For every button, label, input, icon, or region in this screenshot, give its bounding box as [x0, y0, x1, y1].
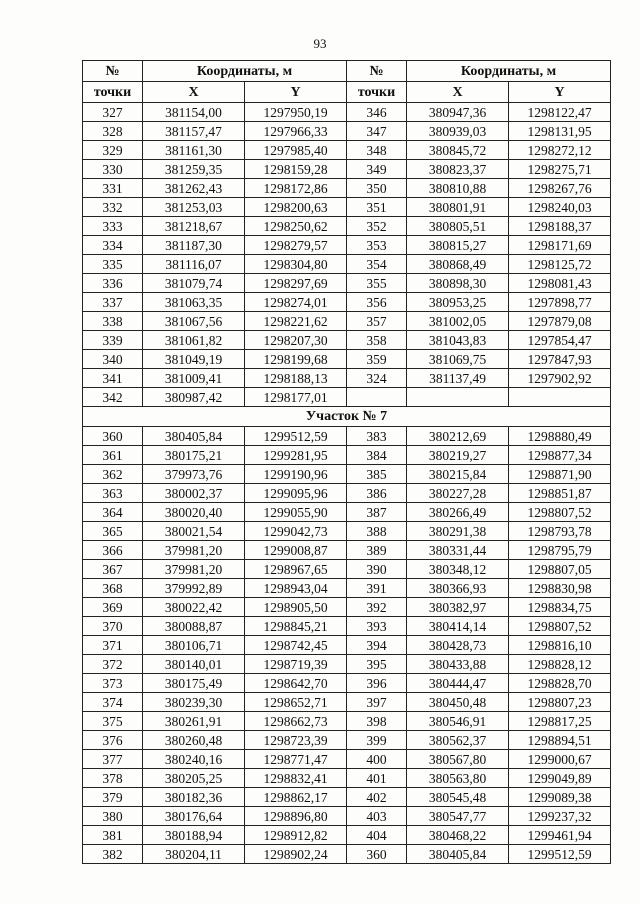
table-row: [83, 788, 611, 807]
point-number-cell: 371: [83, 636, 143, 655]
coordinates-table: [82, 60, 611, 864]
x-coordinate-cell: 380563,80: [407, 769, 509, 788]
point-number-cell: 372: [83, 655, 143, 674]
x-coordinate-cell: 381137,49: [407, 369, 509, 388]
point-number-cell: 324: [347, 369, 407, 388]
x-coordinate-cell: 380405,84: [407, 845, 509, 864]
y-coordinate-cell: 1298793,78: [509, 522, 611, 541]
table-row: [83, 198, 611, 217]
point-number-cell: 333: [83, 217, 143, 236]
y-coordinate-cell: 1299095,96: [245, 484, 347, 503]
y-coordinate-cell: 1297950,19: [245, 103, 347, 122]
y-coordinate-cell: 1298967,65: [245, 560, 347, 579]
x-coordinate-cell: 380801,91: [407, 198, 509, 217]
x-coordinate-cell: 380175,49: [143, 674, 245, 693]
x-coordinate-cell: 380939,03: [407, 122, 509, 141]
table-row: [83, 693, 611, 712]
table-row: [83, 674, 611, 693]
x-coordinate-cell: 381069,75: [407, 350, 509, 369]
point-number-cell: 380: [83, 807, 143, 826]
y-coordinate-cell: 1298240,03: [509, 198, 611, 217]
x-coordinate-cell: 381218,67: [143, 217, 245, 236]
table-row: [83, 427, 611, 446]
point-number-cell: 336: [83, 274, 143, 293]
x-coordinate-cell: 380022,42: [143, 598, 245, 617]
point-number-cell: 328: [83, 122, 143, 141]
table-row: [83, 160, 611, 179]
point-number-cell: 335: [83, 255, 143, 274]
point-number-cell: 369: [83, 598, 143, 617]
x-coordinate-cell: 380106,71: [143, 636, 245, 655]
y-coordinate-cell: 1299512,59: [509, 845, 611, 864]
x-coordinate-cell: 380805,51: [407, 217, 509, 236]
x-coordinate-cell: 380382,97: [407, 598, 509, 617]
table-row: [83, 446, 611, 465]
y-coordinate-cell: 1297985,40: [245, 141, 347, 160]
header-point-number-right: №: [347, 61, 407, 82]
point-number-cell: 390: [347, 560, 407, 579]
y-coordinate-cell: 1299089,38: [509, 788, 611, 807]
point-number-cell: 374: [83, 693, 143, 712]
y-coordinate-cell: [509, 388, 611, 407]
x-coordinate-cell: 379973,76: [143, 465, 245, 484]
table-row: [83, 598, 611, 617]
y-coordinate-cell: 1298304,80: [245, 255, 347, 274]
header-point-label-left: точки: [83, 82, 143, 103]
x-coordinate-cell: 380219,27: [407, 446, 509, 465]
table-row: [83, 522, 611, 541]
point-number-cell: 355: [347, 274, 407, 293]
x-coordinate-cell: 380182,36: [143, 788, 245, 807]
y-coordinate-cell: 1299055,90: [245, 503, 347, 522]
x-coordinate-cell: 381154,00: [143, 103, 245, 122]
y-coordinate-cell: 1298159,28: [245, 160, 347, 179]
x-coordinate-cell: 380266,49: [407, 503, 509, 522]
point-number-cell: 399: [347, 731, 407, 750]
y-coordinate-cell: 1297847,93: [509, 350, 611, 369]
y-coordinate-cell: 1298272,12: [509, 141, 611, 160]
y-coordinate-cell: 1298807,05: [509, 560, 611, 579]
point-number-cell: 386: [347, 484, 407, 503]
table-row: [83, 826, 611, 845]
x-coordinate-cell: 381067,56: [143, 312, 245, 331]
y-coordinate-cell: 1299042,73: [245, 522, 347, 541]
x-coordinate-cell: 380468,22: [407, 826, 509, 845]
y-coordinate-cell: 1298828,12: [509, 655, 611, 674]
table-row: [83, 255, 611, 274]
point-number-cell: 377: [83, 750, 143, 769]
x-coordinate-cell: 380205,25: [143, 769, 245, 788]
x-coordinate-cell: 381259,35: [143, 160, 245, 179]
table-row: [83, 465, 611, 484]
y-coordinate-cell: 1298817,25: [509, 712, 611, 731]
x-coordinate-cell: 380987,42: [143, 388, 245, 407]
x-coordinate-cell: 380002,37: [143, 484, 245, 503]
point-number-cell: 334: [83, 236, 143, 255]
x-coordinate-cell: 380898,30: [407, 274, 509, 293]
x-coordinate-cell: 380088,87: [143, 617, 245, 636]
point-number-cell: 381: [83, 826, 143, 845]
y-coordinate-cell: 1299000,67: [509, 750, 611, 769]
header-x-right: X: [407, 82, 509, 103]
y-coordinate-cell: 1299512,59: [245, 427, 347, 446]
y-coordinate-cell: 1298834,75: [509, 598, 611, 617]
point-number-cell: 365: [83, 522, 143, 541]
y-coordinate-cell: 1298896,80: [245, 807, 347, 826]
x-coordinate-cell: 380215,84: [407, 465, 509, 484]
point-number-cell: 368: [83, 579, 143, 598]
point-number-cell: 352: [347, 217, 407, 236]
table-row: [83, 712, 611, 731]
point-number-cell: 401: [347, 769, 407, 788]
y-coordinate-cell: 1298172,86: [245, 179, 347, 198]
y-coordinate-cell: 1298200,63: [245, 198, 347, 217]
y-coordinate-cell: 1298830,98: [509, 579, 611, 598]
y-coordinate-cell: 1298275,71: [509, 160, 611, 179]
table-body: [83, 103, 611, 864]
x-coordinate-cell: 380823,37: [407, 160, 509, 179]
y-coordinate-cell: 1299461,94: [509, 826, 611, 845]
y-coordinate-cell: 1298832,41: [245, 769, 347, 788]
x-coordinate-cell: 380021,54: [143, 522, 245, 541]
y-coordinate-cell: 1298297,69: [245, 274, 347, 293]
x-coordinate-cell: 380140,01: [143, 655, 245, 674]
point-number-cell: 376: [83, 731, 143, 750]
y-coordinate-cell: 1298131,95: [509, 122, 611, 141]
point-number-cell: 346: [347, 103, 407, 122]
point-number-cell: 361: [83, 446, 143, 465]
header-x-left: X: [143, 82, 245, 103]
x-coordinate-cell: 380176,64: [143, 807, 245, 826]
x-coordinate-cell: 380260,48: [143, 731, 245, 750]
y-coordinate-cell: 1298807,52: [509, 503, 611, 522]
x-coordinate-cell: 381063,35: [143, 293, 245, 312]
y-coordinate-cell: 1298851,87: [509, 484, 611, 503]
table-row: [83, 769, 611, 788]
table-row: [83, 807, 611, 826]
point-number-cell: 403: [347, 807, 407, 826]
table-row: [83, 617, 611, 636]
point-number-cell: 396: [347, 674, 407, 693]
point-number-cell: 382: [83, 845, 143, 864]
y-coordinate-cell: 1297902,92: [509, 369, 611, 388]
point-number-cell: 397: [347, 693, 407, 712]
table-row: [83, 484, 611, 503]
x-coordinate-cell: 380261,91: [143, 712, 245, 731]
x-coordinate-cell: 380227,28: [407, 484, 509, 503]
point-number-cell: 389: [347, 541, 407, 560]
x-coordinate-cell: 380868,49: [407, 255, 509, 274]
y-coordinate-cell: 1298807,23: [509, 693, 611, 712]
point-number-cell: 387: [347, 503, 407, 522]
table-row: [83, 236, 611, 255]
header-coordinates-left: Координаты, м: [143, 61, 347, 82]
x-coordinate-cell: 380188,94: [143, 826, 245, 845]
x-coordinate-cell: 380433,88: [407, 655, 509, 674]
y-coordinate-cell: 1299281,95: [245, 446, 347, 465]
x-coordinate-cell: 381253,03: [143, 198, 245, 217]
x-coordinate-cell: 380405,84: [143, 427, 245, 446]
x-coordinate-cell: 380545,48: [407, 788, 509, 807]
table-row: [83, 655, 611, 674]
point-number-cell: 330: [83, 160, 143, 179]
y-coordinate-cell: 1298771,47: [245, 750, 347, 769]
x-coordinate-cell: 380204,11: [143, 845, 245, 864]
table-row: [83, 274, 611, 293]
point-number-cell: 332: [83, 198, 143, 217]
x-coordinate-cell: 381187,30: [143, 236, 245, 255]
y-coordinate-cell: 1298905,50: [245, 598, 347, 617]
y-coordinate-cell: 1298662,73: [245, 712, 347, 731]
x-coordinate-cell: 380810,88: [407, 179, 509, 198]
x-coordinate-cell: 379981,20: [143, 541, 245, 560]
table-row: [83, 350, 611, 369]
y-coordinate-cell: 1298816,10: [509, 636, 611, 655]
table-row: [83, 369, 611, 388]
point-number-cell: 363: [83, 484, 143, 503]
point-number-cell: 398: [347, 712, 407, 731]
x-coordinate-cell: 381002,05: [407, 312, 509, 331]
table-row: [83, 579, 611, 598]
table-row: [83, 331, 611, 350]
y-coordinate-cell: 1298719,39: [245, 655, 347, 674]
point-number-cell: 348: [347, 141, 407, 160]
y-coordinate-cell: 1298880,49: [509, 427, 611, 446]
point-number-cell: 327: [83, 103, 143, 122]
x-coordinate-cell: 381043,83: [407, 331, 509, 350]
point-number-cell: 364: [83, 503, 143, 522]
y-coordinate-cell: 1298943,04: [245, 579, 347, 598]
table-row: [83, 503, 611, 522]
header-y-left: Y: [245, 82, 347, 103]
y-coordinate-cell: 1298642,70: [245, 674, 347, 693]
table-row: [83, 636, 611, 655]
point-number-cell: 354: [347, 255, 407, 274]
x-coordinate-cell: 380240,16: [143, 750, 245, 769]
point-number-cell: 341: [83, 369, 143, 388]
table-row: [83, 217, 611, 236]
point-number-cell: 329: [83, 141, 143, 160]
x-coordinate-cell: 381009,41: [143, 369, 245, 388]
x-coordinate-cell: 381262,43: [143, 179, 245, 198]
x-coordinate-cell: 380348,12: [407, 560, 509, 579]
x-coordinate-cell: 380953,25: [407, 293, 509, 312]
x-coordinate-cell: 380239,30: [143, 693, 245, 712]
header-point-number-left: №: [83, 61, 143, 82]
point-number-cell: 358: [347, 331, 407, 350]
point-number-cell: 391: [347, 579, 407, 598]
point-number-cell: 393: [347, 617, 407, 636]
x-coordinate-cell: 380331,44: [407, 541, 509, 560]
x-coordinate-cell: 380212,69: [407, 427, 509, 446]
table-row: [83, 541, 611, 560]
page-number: 93: [313, 36, 327, 51]
y-coordinate-cell: 1298742,45: [245, 636, 347, 655]
point-number-cell: 370: [83, 617, 143, 636]
y-coordinate-cell: 1298207,30: [245, 331, 347, 350]
y-coordinate-cell: 1298250,62: [245, 217, 347, 236]
y-coordinate-cell: 1298845,21: [245, 617, 347, 636]
y-coordinate-cell: 1298902,24: [245, 845, 347, 864]
x-coordinate-cell: 380366,93: [407, 579, 509, 598]
x-coordinate-cell: 379981,20: [143, 560, 245, 579]
x-coordinate-cell: 381061,82: [143, 331, 245, 350]
point-number-cell: 375: [83, 712, 143, 731]
table-row: [83, 845, 611, 864]
x-coordinate-cell: 380291,38: [407, 522, 509, 541]
y-coordinate-cell: 1298862,17: [245, 788, 347, 807]
point-number-cell: 359: [347, 350, 407, 369]
table-row: [83, 179, 611, 198]
y-coordinate-cell: 1298122,47: [509, 103, 611, 122]
x-coordinate-cell: 380414,14: [407, 617, 509, 636]
x-coordinate-cell: 380562,37: [407, 731, 509, 750]
y-coordinate-cell: 1298199,68: [245, 350, 347, 369]
section-row: [83, 407, 611, 427]
point-number-cell: 360: [83, 427, 143, 446]
x-coordinate-cell: [407, 388, 509, 407]
y-coordinate-cell: 1298177,01: [245, 388, 347, 407]
x-coordinate-cell: 380546,91: [407, 712, 509, 731]
x-coordinate-cell: 379992,89: [143, 579, 245, 598]
point-number-cell: 362: [83, 465, 143, 484]
point-number-cell: 350: [347, 179, 407, 198]
point-number-cell: 331: [83, 179, 143, 198]
x-coordinate-cell: 381157,47: [143, 122, 245, 141]
x-coordinate-cell: 380428,73: [407, 636, 509, 655]
point-number-cell: 400: [347, 750, 407, 769]
y-coordinate-cell: 1298828,70: [509, 674, 611, 693]
x-coordinate-cell: 380444,47: [407, 674, 509, 693]
y-coordinate-cell: 1298912,82: [245, 826, 347, 845]
x-coordinate-cell: 381049,19: [143, 350, 245, 369]
point-number-cell: 392: [347, 598, 407, 617]
y-coordinate-cell: 1298188,37: [509, 217, 611, 236]
y-coordinate-cell: 1297966,33: [245, 122, 347, 141]
x-coordinate-cell: 381116,07: [143, 255, 245, 274]
table-row: [83, 293, 611, 312]
y-coordinate-cell: 1298807,52: [509, 617, 611, 636]
point-number-cell: 338: [83, 312, 143, 331]
y-coordinate-cell: 1297898,77: [509, 293, 611, 312]
point-number-cell: 351: [347, 198, 407, 217]
point-number-cell: 388: [347, 522, 407, 541]
point-number-cell: 367: [83, 560, 143, 579]
point-number-cell: 353: [347, 236, 407, 255]
y-coordinate-cell: 1298279,57: [245, 236, 347, 255]
point-number-cell: 373: [83, 674, 143, 693]
x-coordinate-cell: 380450,48: [407, 693, 509, 712]
y-coordinate-cell: 1298274,01: [245, 293, 347, 312]
point-number-cell: 347: [347, 122, 407, 141]
y-coordinate-cell: 1299049,89: [509, 769, 611, 788]
point-number-cell: 378: [83, 769, 143, 788]
point-number-cell: 384: [347, 446, 407, 465]
point-number-cell: 357: [347, 312, 407, 331]
y-coordinate-cell: 1298221,62: [245, 312, 347, 331]
y-coordinate-cell: 1298795,79: [509, 541, 611, 560]
point-number-cell: 379: [83, 788, 143, 807]
section-title: Участок № 7: [83, 407, 611, 427]
x-coordinate-cell: 380845,72: [407, 141, 509, 160]
x-coordinate-cell: 380020,40: [143, 503, 245, 522]
y-coordinate-cell: 1298877,34: [509, 446, 611, 465]
x-coordinate-cell: 380547,77: [407, 807, 509, 826]
table-row: [83, 103, 611, 122]
y-coordinate-cell: 1298871,90: [509, 465, 611, 484]
header-coordinates-right: Координаты, м: [407, 61, 611, 82]
y-coordinate-cell: 1299008,87: [245, 541, 347, 560]
y-coordinate-cell: 1298723,39: [245, 731, 347, 750]
point-number-cell: 337: [83, 293, 143, 312]
table-row: [83, 122, 611, 141]
y-coordinate-cell: 1298125,72: [509, 255, 611, 274]
point-number-cell: 360: [347, 845, 407, 864]
y-coordinate-cell: 1298894,51: [509, 731, 611, 750]
point-number-cell: 339: [83, 331, 143, 350]
x-coordinate-cell: 380947,36: [407, 103, 509, 122]
header-y-right: Y: [509, 82, 611, 103]
y-coordinate-cell: 1298081,43: [509, 274, 611, 293]
table-row: [83, 750, 611, 769]
point-number-cell: 366: [83, 541, 143, 560]
point-number-cell: 342: [83, 388, 143, 407]
x-coordinate-cell: 380567,80: [407, 750, 509, 769]
y-coordinate-cell: 1297879,08: [509, 312, 611, 331]
x-coordinate-cell: 380815,27: [407, 236, 509, 255]
table-row: [83, 141, 611, 160]
point-number-cell: 349: [347, 160, 407, 179]
point-number-cell: 340: [83, 350, 143, 369]
point-number-cell: 402: [347, 788, 407, 807]
y-coordinate-cell: 1298267,76: [509, 179, 611, 198]
x-coordinate-cell: 380175,21: [143, 446, 245, 465]
x-coordinate-cell: 381161,30: [143, 141, 245, 160]
point-number-cell: 395: [347, 655, 407, 674]
table-row: [83, 388, 611, 407]
point-number-cell: 356: [347, 293, 407, 312]
y-coordinate-cell: 1298652,71: [245, 693, 347, 712]
table-row: [83, 731, 611, 750]
y-coordinate-cell: 1297854,47: [509, 331, 611, 350]
header-point-label-right: точки: [347, 82, 407, 103]
table-row: [83, 560, 611, 579]
point-number-cell: 385: [347, 465, 407, 484]
y-coordinate-cell: 1298188,13: [245, 369, 347, 388]
x-coordinate-cell: 381079,74: [143, 274, 245, 293]
point-number-cell: 404: [347, 826, 407, 845]
point-number-cell: [347, 388, 407, 407]
y-coordinate-cell: 1299237,32: [509, 807, 611, 826]
point-number-cell: 383: [347, 427, 407, 446]
y-coordinate-cell: 1299190,96: [245, 465, 347, 484]
y-coordinate-cell: 1298171,69: [509, 236, 611, 255]
table-row: [83, 312, 611, 331]
point-number-cell: 394: [347, 636, 407, 655]
